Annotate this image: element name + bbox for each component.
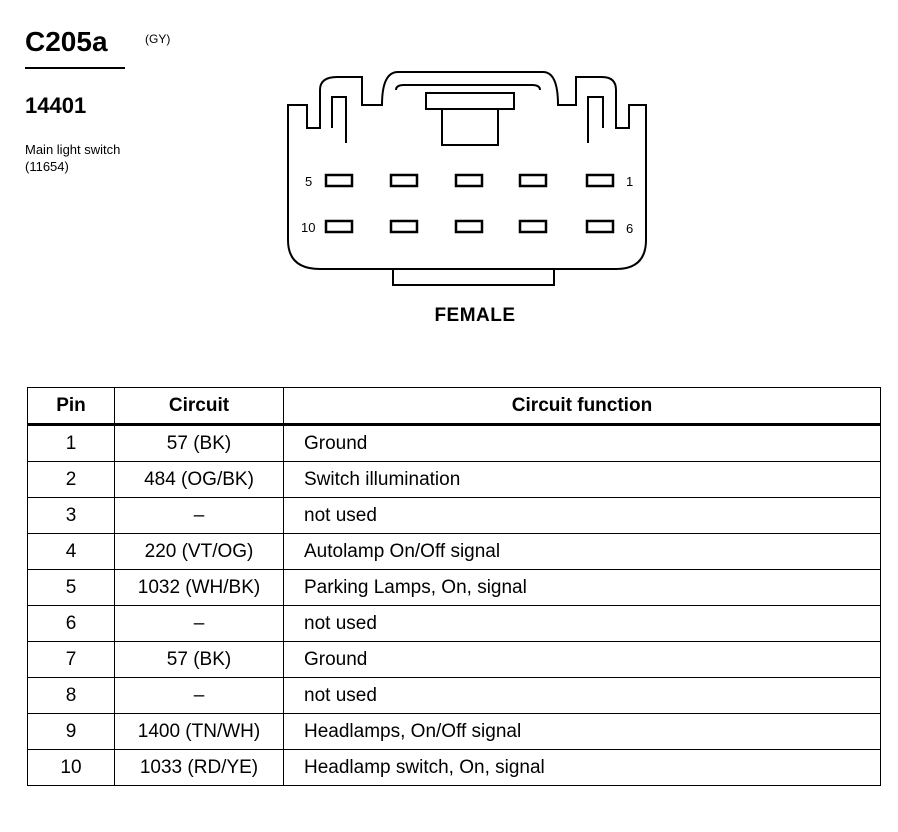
pin-cell: 2 bbox=[28, 462, 115, 498]
center-lock-head bbox=[426, 93, 514, 109]
terminal-5 bbox=[326, 175, 352, 186]
pin-label-10: 10 bbox=[301, 220, 316, 235]
table-row bbox=[28, 498, 881, 534]
connector-view-label: FEMALE bbox=[434, 305, 516, 326]
connector-header bbox=[25, 26, 171, 58]
pin-cell: 8 bbox=[28, 678, 115, 714]
pin-cell: 4 bbox=[28, 534, 115, 570]
terminal-10 bbox=[326, 221, 352, 232]
circuit-function-cell: Headlamps, On/Off signal bbox=[284, 714, 881, 750]
table-row bbox=[28, 678, 881, 714]
pin-cell: 9 bbox=[28, 714, 115, 750]
right-latch bbox=[588, 97, 603, 143]
circuit-cell: 1400 (TN/WH) bbox=[115, 714, 284, 750]
pin-cell: 6 bbox=[28, 606, 115, 642]
circuit-function-cell: not used bbox=[284, 498, 881, 534]
circuit-cell: – bbox=[115, 678, 284, 714]
pin-label-1: 1 bbox=[626, 174, 634, 189]
pin-cell: 1 bbox=[28, 425, 115, 462]
table-row bbox=[28, 642, 881, 678]
table-row bbox=[28, 606, 881, 642]
terminal-4 bbox=[391, 175, 417, 186]
pin-label-5: 5 bbox=[305, 174, 313, 189]
pin-cell: 7 bbox=[28, 642, 115, 678]
pin-label-6: 6 bbox=[626, 221, 634, 236]
header-circuit: Circuit bbox=[115, 388, 284, 425]
terminal-7 bbox=[520, 221, 546, 232]
table-header-row bbox=[28, 388, 881, 425]
circuit-cell: – bbox=[115, 498, 284, 534]
circuit-function-cell: Ground bbox=[284, 642, 881, 678]
circuit-cell: 57 (BK) bbox=[115, 642, 284, 678]
header-circuit-function: Circuit function bbox=[284, 388, 881, 425]
circuit-cell: 57 (BK) bbox=[115, 425, 284, 462]
circuit-function-cell: not used bbox=[284, 678, 881, 714]
center-lock-body bbox=[442, 109, 498, 145]
circuit-function-cell: Headlamp switch, On, signal bbox=[284, 750, 881, 786]
terminal-1 bbox=[587, 175, 613, 186]
terminal-3 bbox=[456, 175, 482, 186]
header-underline bbox=[25, 67, 125, 69]
circuit-cell: 1033 (RD/YE) bbox=[115, 750, 284, 786]
circuit-function-cell: Ground bbox=[284, 425, 881, 462]
component-description bbox=[25, 141, 120, 175]
connector-body-outline bbox=[288, 72, 646, 269]
circuit-function-cell: Parking Lamps, On, signal bbox=[284, 570, 881, 606]
circuit-function-cell: Autolamp On/Off signal bbox=[284, 534, 881, 570]
terminal-2 bbox=[520, 175, 546, 186]
table-row bbox=[28, 714, 881, 750]
circuit-cell: 484 (OG/BK) bbox=[115, 462, 284, 498]
connector-color-code: (GY) bbox=[145, 32, 171, 46]
circuit-function-cell: not used bbox=[284, 606, 881, 642]
pin-cell: 10 bbox=[28, 750, 115, 786]
part-number: 14401 bbox=[25, 93, 87, 118]
terminal-8 bbox=[456, 221, 482, 232]
table-row bbox=[28, 570, 881, 606]
component-name: Main light switch bbox=[25, 142, 121, 157]
circuit-cell: 1032 (WH/BK) bbox=[115, 570, 284, 606]
bottom-key bbox=[393, 269, 554, 285]
table-row bbox=[28, 462, 881, 498]
table-body bbox=[28, 425, 881, 786]
table-row bbox=[28, 425, 881, 462]
connector-face-diagram bbox=[280, 65, 660, 295]
pin-cell: 3 bbox=[28, 498, 115, 534]
terminal-9 bbox=[391, 221, 417, 232]
header-pin: Pin bbox=[28, 388, 115, 425]
left-latch bbox=[332, 97, 346, 143]
circuit-cell: 220 (VT/OG) bbox=[115, 534, 284, 570]
circuit-cell: – bbox=[115, 606, 284, 642]
pin-cell: 5 bbox=[28, 570, 115, 606]
pinout-table bbox=[27, 387, 881, 786]
component-number: (11654) bbox=[25, 159, 69, 174]
connector-id: C205a bbox=[25, 26, 108, 57]
table-row bbox=[28, 750, 881, 786]
table-row bbox=[28, 534, 881, 570]
circuit-function-cell: Switch illumination bbox=[284, 462, 881, 498]
terminal-6 bbox=[587, 221, 613, 232]
center-lock-tab bbox=[396, 85, 540, 90]
